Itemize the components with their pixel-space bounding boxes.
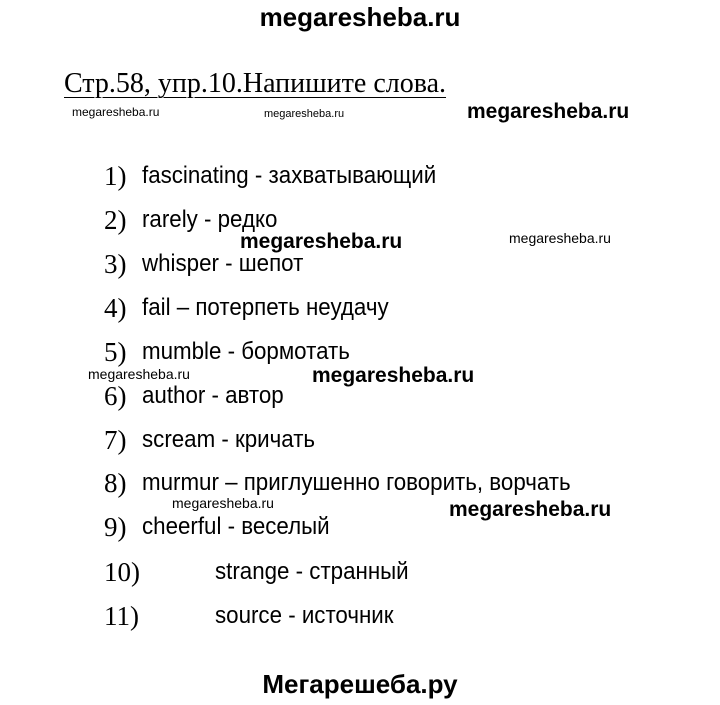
- list-item-text: mumble - бормотать: [142, 338, 350, 365]
- watermark-bottom: Мегарешеба.ру: [262, 669, 458, 699]
- watermark-inline: megaresheba.ru: [449, 498, 612, 521]
- watermark-top: megaresheba.ru: [259, 2, 461, 32]
- list-item-text: strange - странный: [215, 558, 409, 585]
- list-item-text: scream - кричать: [142, 426, 316, 453]
- list-item-number: 6): [104, 381, 127, 411]
- list-item-text: fascinating - захватывающий: [142, 162, 437, 189]
- list-item-number: 4): [104, 293, 127, 323]
- list-item-number: 3): [104, 249, 127, 279]
- list-item-text: cheerful - веселый: [142, 513, 330, 540]
- watermark-inline: megaresheba.ru: [467, 100, 630, 123]
- list-item-number: 10): [104, 557, 140, 587]
- list-item-number: 5): [104, 337, 127, 367]
- list-item-number: 7): [104, 425, 127, 455]
- list-item-number: 11): [104, 601, 139, 631]
- watermark-inline: megaresheba.ru: [72, 105, 160, 119]
- watermark-inline: megaresheba.ru: [88, 366, 190, 382]
- watermark-inline: megaresheba.ru: [600, 640, 688, 654]
- list-item-text: source - источник: [215, 602, 394, 629]
- list-item-number: 8): [104, 468, 127, 498]
- list-item-text: rarely - редко: [142, 206, 278, 233]
- page-title: Стр.58, упр.10.Напишите слова.: [64, 68, 447, 99]
- list-item-text: whisper - шепот: [142, 250, 304, 277]
- watermark-inline: megaresheba.ru: [172, 495, 274, 511]
- list-item-number: 1): [104, 161, 127, 191]
- watermark-inline: megaresheba.ru: [264, 108, 345, 120]
- list-item-text: author - автор: [142, 382, 284, 409]
- list-item-text: fail – потерпеть неудачу: [142, 294, 389, 321]
- watermark-inline: megaresheba.ru: [509, 230, 611, 246]
- list-item-number: 9): [104, 512, 127, 542]
- watermark-inline: megaresheba.ru: [240, 230, 403, 253]
- list-item-number: 2): [104, 205, 127, 235]
- list-item-text: murmur – приглушенно говорить, ворчать: [142, 469, 571, 496]
- watermark-inline: megaresheba.ru: [312, 364, 475, 387]
